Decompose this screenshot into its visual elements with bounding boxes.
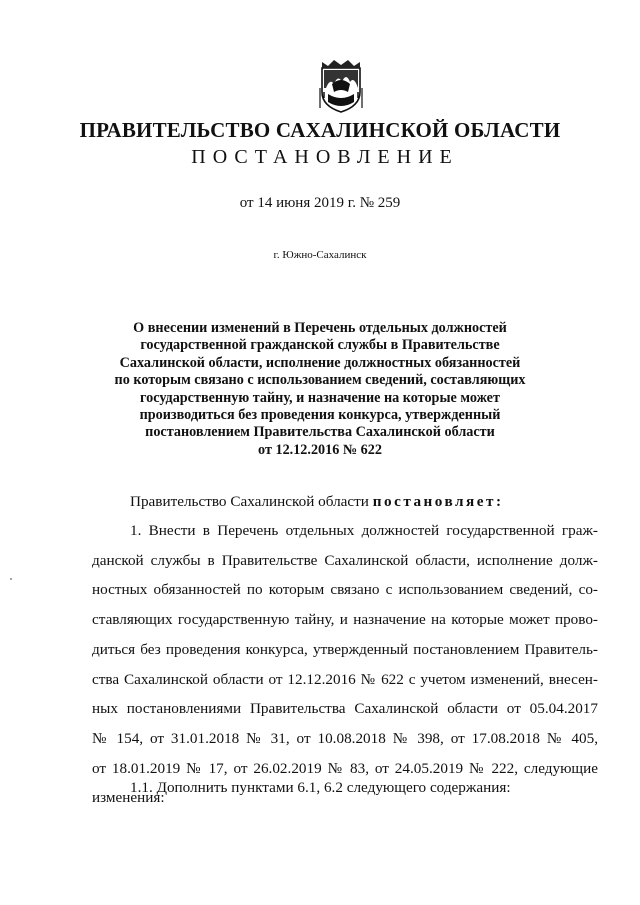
document-city: г. Южно-Сахалинск (273, 249, 367, 261)
paragraph-line: от 18.01.2019 № 17, от 26.02.2019 № 83, от 24.05.2019 № 222, следующие (92, 759, 598, 777)
document-heading (110, 320, 530, 459)
paragraph-line: диться без проведения конкурса, утвержденный постановлением Правитель- (92, 640, 598, 658)
paragraph-1 (92, 516, 598, 813)
resolution-intro (92, 487, 598, 517)
heading-line: государственную тайну, и назначение на которые может (140, 389, 500, 406)
paragraph-1-1: 1.1. Дополнить пунктами 6.1, 6.2 следующего содержания: (130, 779, 511, 796)
paragraph-line: № 154, от 31.01.2018 № 31, от 10.08.2018 № 398, от 17.08.2018 № 405, (92, 729, 598, 747)
heading-line: О внесении изменений в Перечень отдельных должностей (133, 320, 507, 336)
heading-line: производиться без проведения конкурса, утвержденный (139, 407, 501, 424)
scan-artifact (10, 578, 12, 580)
sakhalin-coat-of-arms-icon (318, 58, 364, 114)
intro-emphasis: постановляет: (372, 493, 504, 510)
heading-line: постановлением Правительства Сахалинской области (145, 424, 495, 441)
paragraph-line: ства Сахалинской области от 12.12.2016 № 622 с учетом изменений, внесен- (92, 670, 598, 688)
document-date-number: от 14 июня 2019 г. № 259 (239, 195, 401, 211)
document-type: ПОСТАНОВЛЕНИЕ (191, 146, 459, 168)
paragraph-line: изменения: (92, 789, 165, 807)
paragraph-line: ных постановлениями Правительства Сахалинской области от 05.04.2017 (92, 700, 598, 718)
heading-line: государственной гражданской службы в Правительстве (140, 337, 500, 354)
paragraph-line: ностных обязанностей по которым связано с использованием сведений, со- (92, 581, 598, 599)
government-name: ПРАВИТЕЛЬСТВО САХАЛИНСКОЙ ОБЛАСТИ (79, 118, 561, 142)
heading-line: от 12.12.2016 № 622 (258, 441, 382, 458)
heading-line: по которым связано с использованием сведений, составляющих (114, 372, 526, 389)
heading-line: Сахалинской области, исполнение должностных обязанностей (119, 354, 521, 371)
paragraph-line: данской службы в Правительстве Сахалинской области, исполнение долж- (92, 551, 598, 569)
intro-text: Правительство Сахалинской области (130, 493, 373, 510)
paragraph-line: ставляющих государственную тайну, и назначение на которые может прово- (92, 611, 598, 629)
paragraph-line: 1. Внести в Перечень отдельных должностей государственной граж- (130, 522, 598, 539)
